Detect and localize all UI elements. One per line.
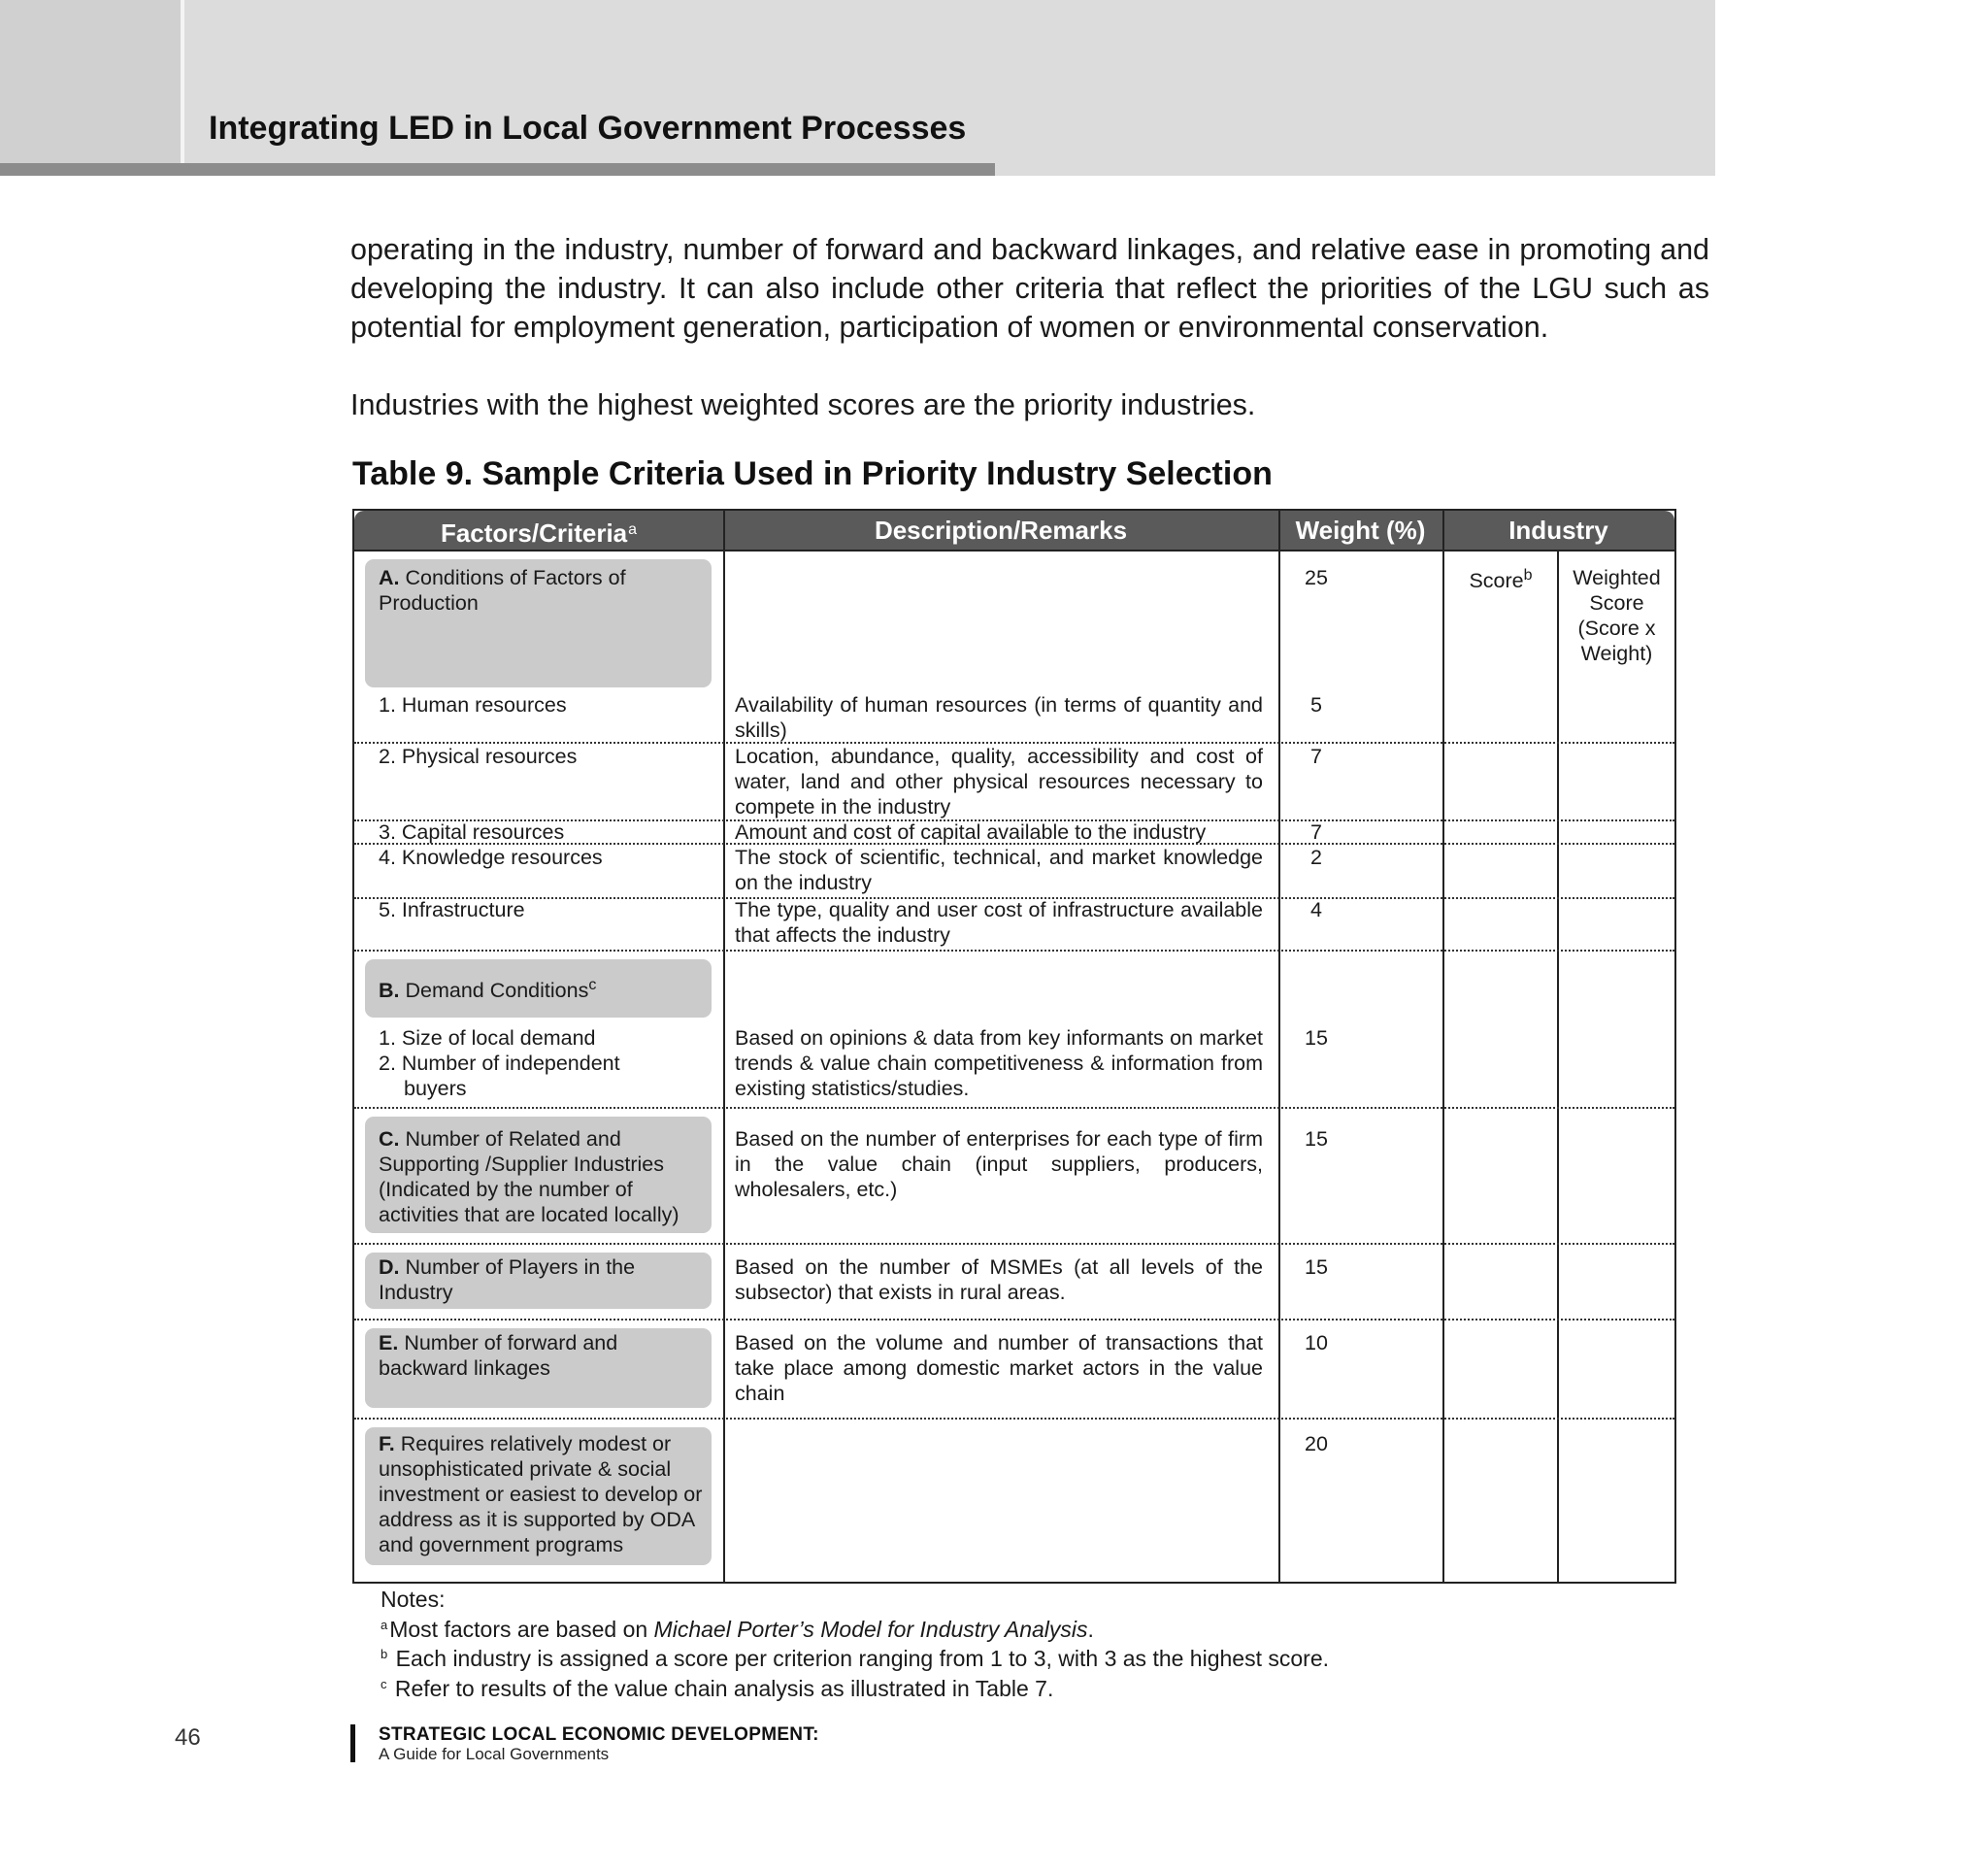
desc-linkages: Based on the volume and number of transactions that take place among domestic market actors in the value chain: [735, 1331, 1263, 1405]
header-bottom-rule: [354, 550, 1674, 552]
section-a-weight: 25: [1305, 566, 1328, 589]
weight-capital-resources: 7: [1310, 820, 1322, 844]
factor-capital-resources: 3. Capital resources: [379, 820, 565, 844]
weight-investment: 20: [1305, 1432, 1328, 1455]
row-separator: [354, 1243, 1674, 1245]
header-weight: Weight (%): [1295, 516, 1426, 545]
note-a: $^a$Most factors are based on Michael Porter’s Model for Industry Analysis.: [381, 1616, 1094, 1642]
footer-publication-subtitle: A Guide for Local Governments: [379, 1745, 610, 1763]
running-header-title: Integrating LED in Local Government Processes: [209, 110, 967, 147]
column-divider: [1442, 511, 1444, 1582]
note-c: $^c$ Refer to results of the value chain analysis as illustrated in Table 7.: [381, 1675, 1054, 1701]
weight-human-resources: 5: [1310, 693, 1322, 717]
table-notes: [381, 1587, 1329, 1701]
column-divider: [723, 511, 725, 1582]
notes-heading: Notes:: [381, 1587, 446, 1612]
section-f-label: F. Requires relatively modest or unsophisticated private & social investment or easiest to develop or address as it is supported by ODA and government programs: [379, 1432, 703, 1556]
criteria-table: [352, 509, 1676, 1584]
header-divider: [181, 0, 184, 164]
subheader-score: Score$^b$: [1469, 567, 1533, 592]
header-rule: [0, 163, 995, 176]
row-separator: [354, 950, 1674, 952]
section-a-label: A. Conditions of Factors of Production: [379, 566, 626, 615]
header-band: [0, 0, 1715, 176]
weight-knowledge-resources: 2: [1310, 846, 1322, 869]
section-e-label: E. Number of forward and backward linkages: [379, 1331, 618, 1380]
footer-publication-title: STRATEGIC LOCAL ECONOMIC DEVELOPMENT:: [379, 1724, 819, 1745]
page-number: 46: [175, 1724, 201, 1751]
factor-independent-buyers-cont: buyers: [404, 1077, 467, 1100]
weight-physical-resources: 7: [1310, 745, 1322, 768]
header-industry: Industry: [1508, 516, 1608, 545]
header-description: Description/Remarks: [874, 516, 1128, 545]
footer-bar: [350, 1724, 355, 1762]
section-d-label: D. Number of Players in the Industry: [379, 1255, 636, 1304]
header-tab: [0, 0, 181, 164]
body-paragraph-2: Industries with the highest weighted scores are the priority industries.: [350, 388, 1256, 421]
subheader-weighted-score: Weighted Score (Score x Weight): [1573, 566, 1661, 665]
weight-infrastructure: 4: [1310, 898, 1322, 921]
table-header-row: [354, 511, 1674, 550]
factor-physical-resources: 2. Physical resources: [379, 745, 578, 768]
row-separator: [354, 1418, 1674, 1420]
desc-physical-resources: Location, abundance, quality, accessibility and cost of water, land and other physical resources necessary to compete in the industry: [735, 745, 1263, 819]
factor-knowledge-resources: 4. Knowledge resources: [379, 846, 603, 869]
desc-infrastructure: The type, quality and user cost of infrastructure available that affects the industry: [735, 898, 1263, 947]
weight-players: 15: [1305, 1255, 1328, 1279]
weight-demand: 15: [1305, 1026, 1328, 1050]
column-divider: [1557, 550, 1559, 1582]
desc-capital-resources: Amount and cost of capital available to the industry: [735, 820, 1207, 844]
header-factors-criteria: Factors/Criteria$^a$: [440, 518, 638, 548]
desc-demand: Based on opinions & data from key informants on market trends & value chain competitiveness & information from existing statistics/studies.: [735, 1026, 1263, 1100]
row-separator: [354, 1107, 1674, 1109]
note-b: $^b$ Each industry is assigned a score per criterion ranging from 1 to 3, with 3 as the highest score.: [381, 1646, 1329, 1671]
desc-human-resources: Availability of human resources (in terms of quantity and skills): [735, 693, 1263, 742]
desc-related-industries: Based on the number of enterprises for each type of firm in the value chain (input suppliers, producers, wholesalers, etc.): [735, 1127, 1263, 1201]
table-title: Table 9. Sample Criteria Used in Priority Industry Selection: [352, 455, 1273, 492]
section-b-label: B. Demand Conditions$^c$: [379, 977, 597, 1002]
desc-players: Based on the number of MSMEs (at all levels of the subsector) that exists in rural areas.: [735, 1255, 1263, 1304]
weight-linkages: 10: [1305, 1331, 1328, 1354]
weight-related-industries: 15: [1305, 1127, 1328, 1151]
factor-size-local-demand: 1. Size of local demand: [379, 1026, 596, 1050]
desc-knowledge-resources: The stock of scientific, technical, and market knowledge on the industry: [735, 846, 1263, 894]
factor-independent-buyers: 2. Number of independent: [379, 1052, 620, 1075]
section-c-label: C. Number of Related and Supporting /Supplier Industries (Indicated by the number of activities that are located locally): [379, 1127, 679, 1226]
factor-infrastructure: 5. Infrastructure: [379, 898, 525, 921]
row-separator: [354, 1319, 1674, 1320]
body-paragraph-1: operating in the industry, number of forward and backward linkages, and relative ease in promoting and developing the industry. It can also include other criteria that reflect the priorities of the LGU such as potential for employment generation, participation of women or environmental conservation.: [350, 233, 1709, 344]
factor-human-resources: 1. Human resources: [379, 693, 567, 717]
